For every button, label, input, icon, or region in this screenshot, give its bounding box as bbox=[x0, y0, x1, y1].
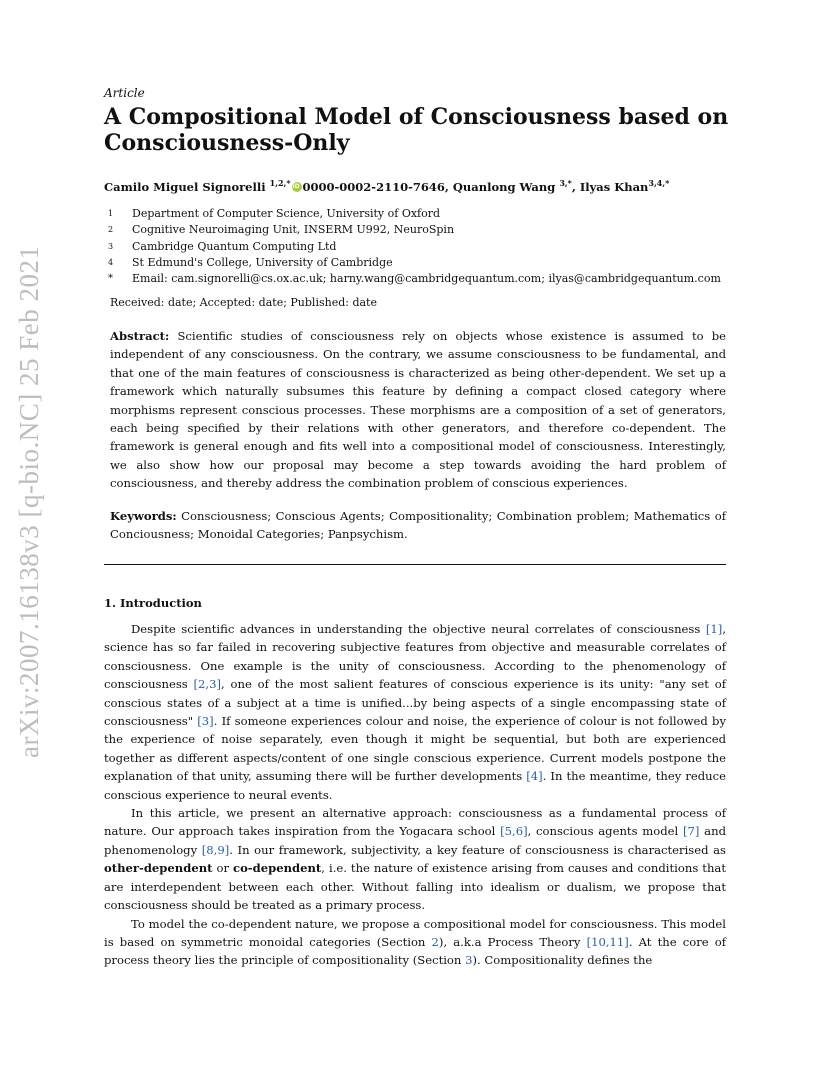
article-type: Article bbox=[104, 86, 145, 100]
affiliation-item bbox=[108, 222, 721, 238]
affiliation-item bbox=[108, 271, 721, 287]
citation-link[interactable]: [7] bbox=[683, 824, 700, 839]
orcid-icon[interactable] bbox=[292, 182, 302, 192]
orcid-id[interactable]: 0000-0002-2110-7646 bbox=[302, 179, 445, 194]
affiliation-text: St Edmund's College, University of Cambridge bbox=[132, 255, 393, 269]
abstract bbox=[110, 327, 726, 493]
paragraph bbox=[104, 915, 726, 970]
text-run: , one of the most salient features of conscious experience is its unity: "any set of conscious states of a subject at a time is unified...by being aspects of a single encompassing state of consciousness" bbox=[104, 677, 726, 729]
text-run: , conscious agents model bbox=[527, 824, 683, 839]
affiliation-item bbox=[108, 239, 721, 255]
affiliation-item bbox=[108, 206, 721, 222]
bold-term: other-dependent bbox=[104, 861, 213, 876]
section-link[interactable]: 3 bbox=[465, 953, 473, 968]
author-name: , Quanlong Wang bbox=[444, 179, 556, 194]
author-affiliation-marker: 1,2,* bbox=[269, 178, 291, 188]
citation-link[interactable]: [10,11] bbox=[586, 934, 629, 949]
author-line bbox=[104, 178, 669, 194]
paper-title: A Compositional Model of Consciousness based on Consciousness-Only bbox=[104, 104, 729, 156]
affiliation-text: Department of Computer Science, University of Oxford bbox=[132, 207, 441, 220]
affiliation-number: 4 bbox=[108, 257, 114, 267]
contact-emails: Email: cam.signorelli@cs.ox.ac.uk; harny.wang@cambridgequantum.com; ilyas@cambridgequantum.com bbox=[132, 272, 721, 286]
author-affiliation-marker: 3,* bbox=[559, 178, 572, 188]
body-text bbox=[104, 620, 726, 970]
affiliation-item bbox=[108, 255, 721, 271]
affiliation-number: 1 bbox=[108, 209, 114, 218]
affiliation-text: Cambridge Quantum Computing Ltd bbox=[132, 239, 337, 253]
citation-link[interactable]: [2,3] bbox=[193, 677, 222, 692]
text-run: To model the co-dependent nature, we propose a compositional model for consciousness. This model is based on symmetric monoidal categories (Section bbox=[104, 916, 726, 949]
keywords bbox=[110, 507, 726, 544]
text-run: , i.e. the nature of existence arising from causes and conditions that are interdependent between each other. Without falling into idealism or dualism, we propose that consciousness should be treated as a primary process. bbox=[104, 861, 726, 913]
section-link[interactable]: 2 bbox=[431, 934, 439, 949]
citation-link[interactable]: [8,9] bbox=[201, 842, 230, 857]
affiliation-number: * bbox=[108, 273, 113, 285]
text-run: In this article, we present an alternative approach: consciousness as a fundamental process of nature. Our approach takes inspiration from the Yogacara school bbox=[104, 806, 726, 839]
text-run: ). Compositionality defines the bbox=[472, 953, 653, 968]
affiliation-number: 3 bbox=[108, 241, 114, 251]
citation-link[interactable]: [5,6] bbox=[500, 824, 528, 839]
text-run: ), a.k.a Process Theory bbox=[438, 934, 587, 949]
affiliation-list bbox=[108, 206, 721, 287]
bold-term: co-dependent bbox=[233, 861, 322, 876]
keywords-text: Consciousness; Conscious Agents; Compositionality; Combination problem; Mathematics of Conciousness; Monoidal Categories; Panpsychism. bbox=[110, 509, 727, 542]
arxiv-stamp: arXiv:2007.16138v3 [q-bio.NC] 25 Feb 2021 bbox=[14, 245, 44, 758]
affiliation-text: Cognitive Neuroimaging Unit, INSERM U992, NeuroSpin bbox=[132, 223, 455, 237]
author-affiliation-marker: 3,4,* bbox=[648, 178, 670, 188]
abstract-text: Scientific studies of consciousness rely on objects whose existence is assumed to be independent of any consciousness. On the contrary, we assume consciousness to be fundamental, and that one of the main features of consciousness is characterized as being other-dependent. We set up a framework which naturally subsumes this feature by defining a compact closed category where morphisms represent conscious processes. These morphisms are a composition of a set of generators, each being specified by their relations with other generators, and therefore co-dependent. The framework is general enough and fits well into a compositional model of consciousness. Interestingly, we also show how our proposal may become a step towards avoiding the hard problem of consciousness, and thereby address the combination problem of conscious experiences. bbox=[110, 329, 727, 491]
keywords-label: Keywords: bbox=[110, 509, 177, 523]
text-run: . In our framework, subjectivity, a key feature of consciousness is characterised as bbox=[229, 842, 726, 857]
section-heading: 1. Introduction bbox=[104, 596, 202, 610]
paragraph bbox=[104, 620, 726, 804]
text-run: and phenomenology bbox=[104, 824, 726, 857]
author-name: Camilo Miguel Signorelli bbox=[104, 179, 266, 194]
text-run: , science has so far failed in recovering subjective features from objective and measurable correlates of consciousness. One example is the unity of consciousness. According to the phenomenology of consciousness bbox=[104, 622, 726, 692]
affiliation-number: 2 bbox=[108, 225, 114, 235]
citation-link[interactable]: [1] bbox=[705, 622, 723, 636]
citation-link[interactable]: [3] bbox=[197, 714, 214, 729]
paragraph bbox=[104, 804, 726, 914]
abstract-label: Abstract: bbox=[110, 329, 170, 343]
text-run: . At the core of process theory lies the principle of compositionality (Section bbox=[104, 934, 726, 968]
publication-dates: Received: date; Accepted: date; Published: date bbox=[110, 296, 377, 309]
text-run: . In the meantime, they reduce conscious experience to neural events. bbox=[104, 769, 726, 802]
author-name: , Ilyas Khan bbox=[571, 179, 649, 194]
section-divider bbox=[104, 564, 726, 565]
text-run: . If someone experiences colour and noise, the experience of colour is not followed by the experience of noise separately, even though it might be sequential, but both are experienced together as different aspects/content of one single conscious experience. Current models postpone the explanation of that unity, assuming there will be further developments bbox=[104, 714, 726, 784]
text-run: or bbox=[212, 861, 234, 876]
text-run: Despite scientific advances in understanding the objective neural correlates of consciousness bbox=[131, 622, 706, 636]
citation-link[interactable]: [4] bbox=[526, 769, 543, 784]
